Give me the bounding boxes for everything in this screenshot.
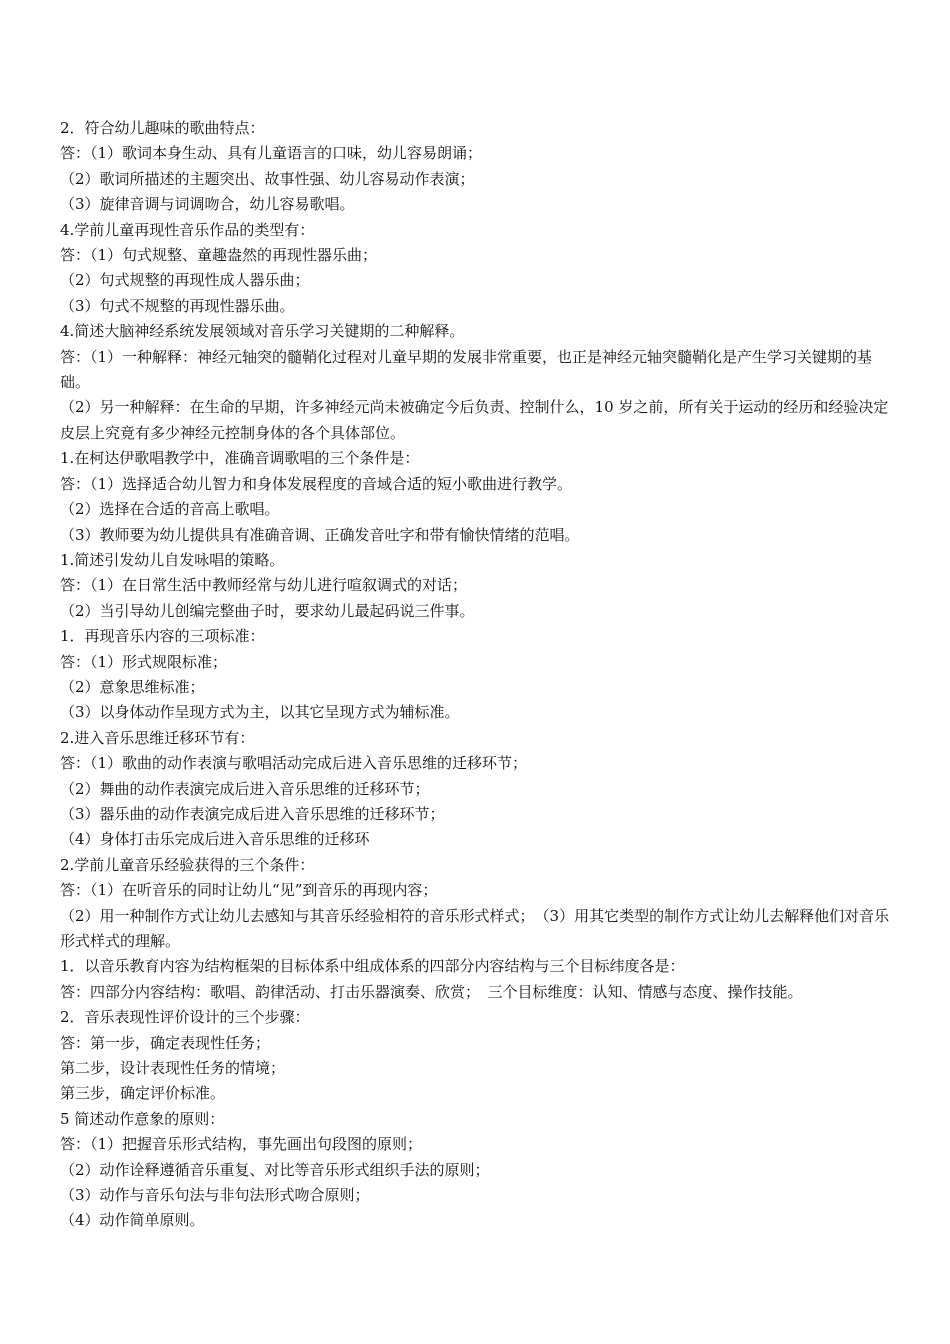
doc-line: （3）动作与音乐句法与非句法形式吻合原则； bbox=[60, 1186, 370, 1205]
doc-line: （3）教师要为幼儿提供具有准确音调、正确发音吐字和带有愉快情绪的范唱。 bbox=[60, 525, 580, 544]
doc-line: 答：第一步，确定表现性任务； bbox=[60, 1033, 271, 1052]
doc-line: （3）句式不规整的再现性器乐曲。 bbox=[60, 296, 295, 315]
doc-line: 2．符合幼儿趣味的歌曲特点： bbox=[60, 119, 265, 137]
doc-line: 1．以音乐教育内容为结构框架的目标体系中组成体系的四部分内容结构与三个目标纬度各是： bbox=[60, 957, 685, 976]
doc-line: （2）用一种制作方式让幼儿去感知与其音乐经验相符的音乐形式样式； （3）用其它类型的制作方式让幼儿去解释他们对音乐形式样式的理解。 bbox=[60, 906, 890, 950]
doc-line: （2）当引导幼儿创编完整曲子时，要求幼儿最起码说三件事。 bbox=[60, 601, 475, 620]
doc-line: 答：（1）选择适合幼儿智力和身体发展程度的音域合适的短小歌曲进行教学。 bbox=[60, 474, 573, 493]
doc-line: （2）选择在合适的音高上歌唱。 bbox=[60, 500, 280, 519]
doc-line: 5 简述动作意象的原则： bbox=[60, 1109, 225, 1128]
doc-line: 第二步，设计表现性任务的情境； bbox=[60, 1059, 286, 1078]
doc-line: 4.简述大脑神经系统发展领域对音乐学习关键期的二种解释。 bbox=[60, 322, 465, 341]
doc-line: （2）句式规整的再现性成人器乐曲； bbox=[60, 271, 310, 290]
doc-line: （4）身体打击乐完成后进入音乐思维的迁移环 bbox=[60, 830, 370, 849]
doc-line: 答：（1）歌词本身生动、具有儿童语言的口味，幼儿容易朗诵； bbox=[60, 144, 483, 163]
doc-line: 答：（1）一种解释：神经元轴突的髓鞘化过程对儿童早期的发展非常重要，也正是神经元轴突髓鞘化是产生学习关键期的基础。 bbox=[60, 347, 873, 392]
doc-line: （3）旋律音调与词调吻合，幼儿容易歌唱。 bbox=[60, 195, 355, 214]
doc-line: 第三步，确定评价标准。 bbox=[60, 1084, 226, 1103]
doc-line: （2）动作诠释遵循音乐重复、对比等音乐形式组织手法的原则； bbox=[60, 1160, 490, 1179]
doc-line: （2）另一种解释：在生命的早期，许多神经元尚未被确定今后负责、控制什么，10 岁之前，所有关于运动的经历和经验决定皮层上究竟有多少神经元控制身体的各个具体部位。 bbox=[60, 398, 889, 442]
doc-line: 2.学前儿童音乐经验获得的三个条件： bbox=[60, 855, 315, 874]
doc-line: 4.学前儿童再现性音乐作品的类型有： bbox=[60, 220, 315, 239]
document-page bbox=[60, 116, 896, 1234]
doc-line: 答：（1）句式规整、童趣盎然的再现性器乐曲； bbox=[60, 246, 378, 265]
doc-line: （4）动作简单原则。 bbox=[60, 1211, 205, 1230]
doc-line: 2．音乐表现性评价设计的三个步骤： bbox=[60, 1008, 310, 1027]
doc-line: （2）舞曲的动作表演完成后进入音乐思维的迁移环节； bbox=[60, 779, 430, 798]
doc-line: 答：（1）歌曲的动作表演与歌唱活动完成后进入音乐思维的迁移环节； bbox=[60, 754, 528, 773]
doc-line: 1.在柯达伊歌唱教学中，准确音调歌唱的三个条件是： bbox=[60, 449, 420, 468]
doc-line: 1.简述引发幼儿自发咏唱的策略。 bbox=[60, 550, 285, 569]
doc-line: 答：（1）在听音乐的同时让幼儿“见”到音乐的再现内容； bbox=[60, 881, 438, 900]
doc-line: 答：（1）把握音乐形式结构，事先画出句段图的原则； bbox=[60, 1135, 423, 1154]
doc-line: （3）器乐曲的动作表演完成后进入音乐思维的迁移环节； bbox=[60, 804, 445, 823]
doc-line: 2.进入音乐思维迁移环节有： bbox=[60, 728, 255, 747]
doc-line: 1．再现音乐内容的三项标准： bbox=[60, 627, 265, 646]
doc-line: （2）意象思维标准； bbox=[60, 677, 205, 696]
doc-line: 答：（1）形式规限标准； bbox=[60, 652, 228, 671]
doc-line: （2）歌词所描述的主题突出、故事性强、幼儿容易动作表演； bbox=[60, 169, 475, 188]
doc-line: 答：四部分内容结构：歌唱、韵律活动、打击乐器演奏、欣赏； 三个目标维度：认知、情感与态度、操作技能。 bbox=[60, 982, 803, 1001]
doc-line: 答：（1）在日常生活中教师经常与幼儿进行喧叙调式的对话； bbox=[60, 576, 468, 595]
doc-line: （3）以身体动作呈现方式为主，以其它呈现方式为辅标准。 bbox=[60, 703, 460, 722]
